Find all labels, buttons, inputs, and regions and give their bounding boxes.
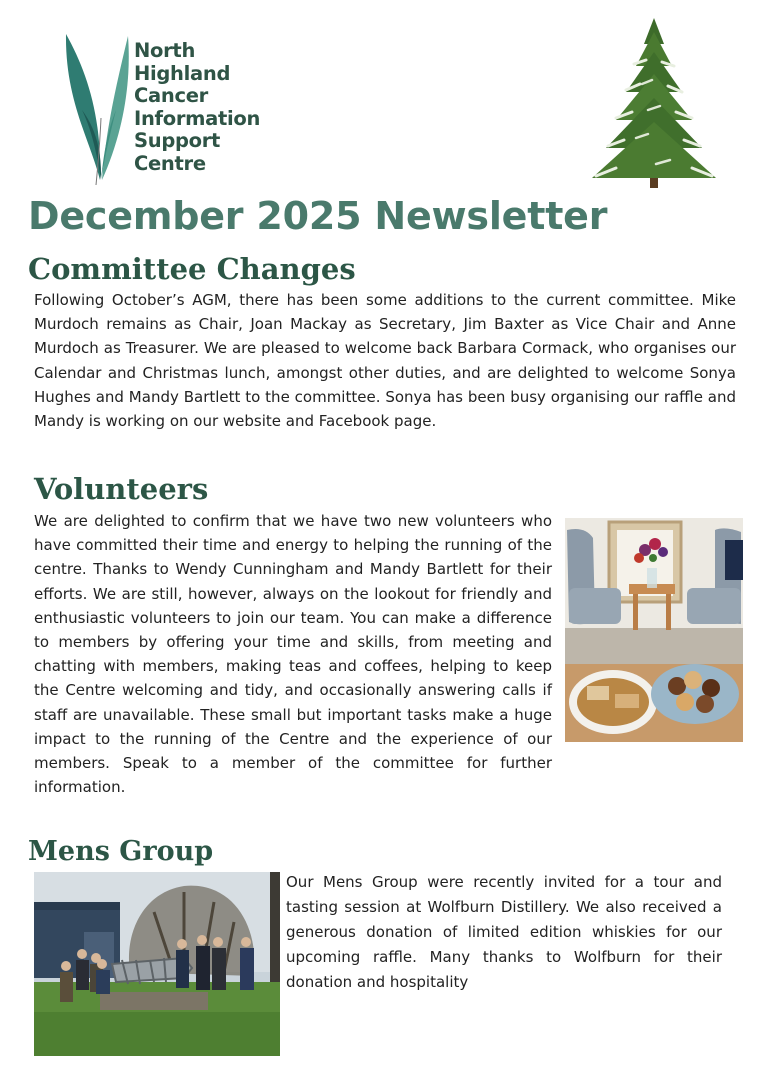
newsletter-title: December 2025 Newsletter bbox=[28, 194, 608, 238]
logo-text bbox=[134, 40, 260, 175]
distillery-group-photo bbox=[34, 872, 280, 1056]
logo-leaves-icon bbox=[60, 30, 134, 185]
logo-line: Information bbox=[134, 106, 261, 130]
logo-line: North bbox=[134, 39, 196, 62]
logo-line: Centre bbox=[134, 151, 206, 175]
logo-line: Cancer bbox=[134, 84, 208, 107]
logo-line: Highland bbox=[134, 61, 231, 85]
centre-lounge-photo bbox=[565, 518, 743, 742]
logo-line: Support bbox=[134, 129, 221, 152]
committee-heading: Committee Changes bbox=[28, 252, 356, 286]
mens-group-text: Our Mens Group were recently invited for a tour and tasting session at Wolfburn Distillery. We also received a generous donation of limited edition whiskies for our upcoming raffle. Many thanks to Wolfburn for their donation and hospitality bbox=[286, 873, 722, 991]
christmas-tree-icon bbox=[586, 14, 722, 192]
volunteers-heading: Volunteers bbox=[34, 472, 209, 506]
committee-text: Following October’s AGM, there has been some additions to the current committee. Mike Murdoch remains as Chair, Joan Mackay as Secretary, Jim Baxter as Vice Chair and Anne Murdoch as Treasurer. We are pleased to welcome back Barbara Cormack, who organises our Calendar and Christmas lunch, amongst other duties, and are delighted to welcome Sonya Hughes and Mandy Bartlett to the committee. Sonya has been busy organising our raffle and Mandy is working on our website and Facebook page. bbox=[34, 291, 736, 431]
volunteers-text: We are delighted to confirm that we have two new volunteers who have committed their time and energy to helping the running of the centre. Thanks to Wendy Cunningham and Mandy Bartlett for their efforts. We are still, however, always on the lookout for friendly and enthusiastic volunteers to join our team. You can make a difference to members by offering your time and skills, from meeting and chatting with members, making teas and coffees, helping to keep the Centre welcoming and tidy, and occasionally answering calls if staff are unavailable. These small but important tasks make a huge impact to the running of the Centre and the experience of our members. Speak to a member of the committee for further information. bbox=[34, 512, 552, 797]
mens-group-heading: Mens Group bbox=[28, 836, 214, 867]
